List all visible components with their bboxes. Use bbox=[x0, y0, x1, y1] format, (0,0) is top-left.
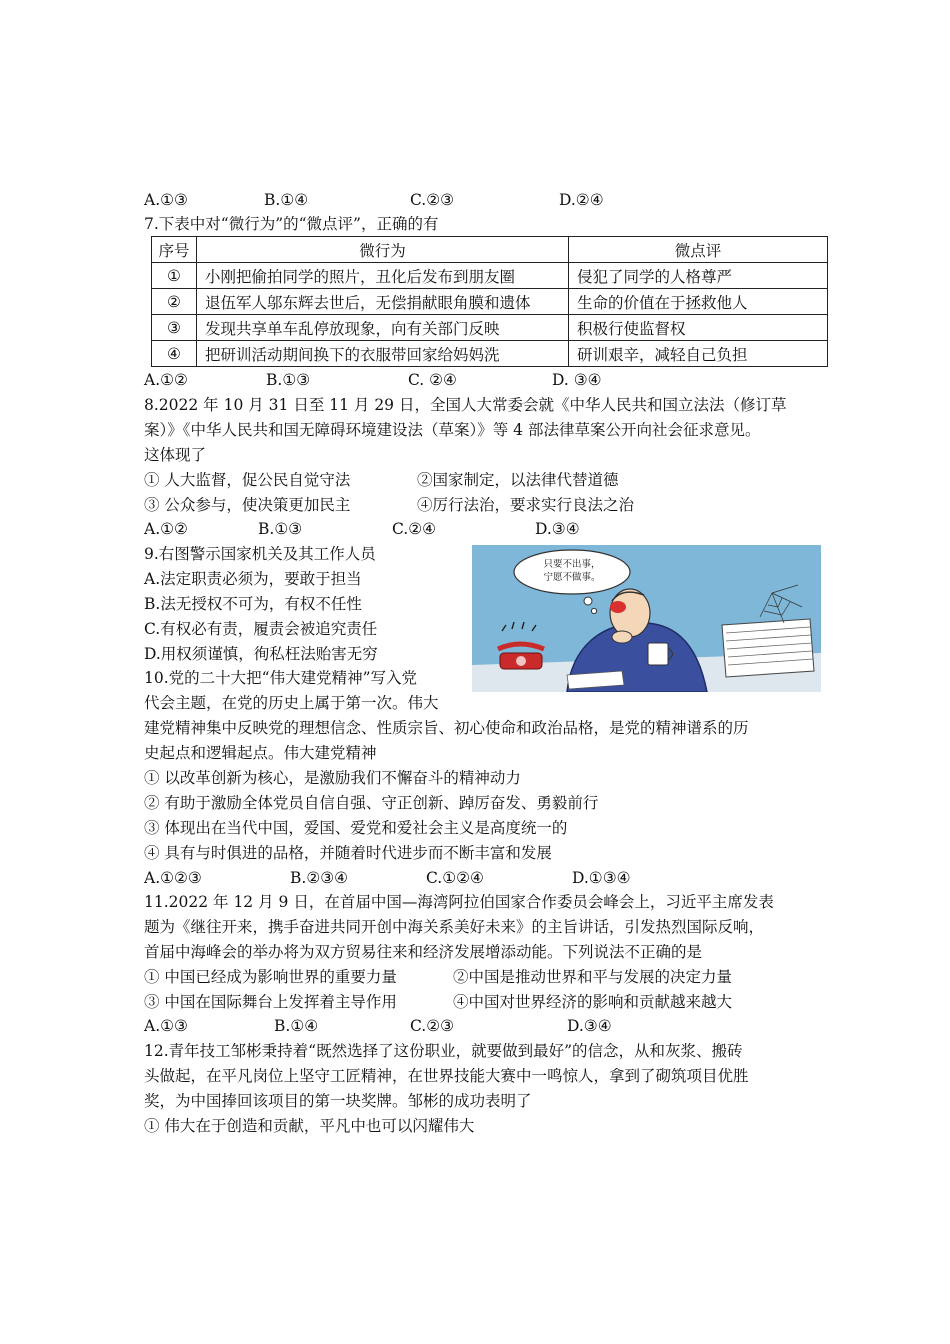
q11-option-c: C.②③ bbox=[410, 1017, 455, 1035]
q9-choice-d: D.用权须谨慎，徇私枉法贻害无穷 bbox=[144, 645, 378, 663]
q11-option-b: B.①④ bbox=[274, 1017, 319, 1035]
q10-stem-line: 10.党的二十大把“伟大建党精神”写入党 bbox=[144, 669, 417, 687]
q7-table bbox=[151, 236, 828, 367]
q8-stem-line: 这体现了 bbox=[144, 446, 207, 464]
q8-stem-line: 案）》《中华人民共和国无障碍环境建设法（草案）》等 4 部法律草案公开向社会征求意见。 bbox=[144, 421, 761, 439]
q11-stem-line: 11.2022 年 12 月 9 日，在首届中国—海湾阿拉伯国家合作委员会峰会上，习近平主席发表 bbox=[144, 893, 774, 911]
q6-option-b: B.①④ bbox=[264, 191, 309, 209]
row-behavior: 把研训活动期间换下的衣服带回家给妈妈洗 bbox=[197, 341, 569, 367]
q9-choice-c: C.有权必有责，履责会被追究责任 bbox=[144, 620, 378, 638]
q8-statement-1: ① 人大监督，促公民自觉守法 bbox=[144, 471, 351, 489]
q8-statement-2: ②国家制定，以法律代替道德 bbox=[417, 471, 619, 489]
row-comment: 侵犯了同学的人格尊严 bbox=[569, 263, 828, 289]
q11-statement-1: ① 中国已经成为影响世界的重要力量 bbox=[144, 968, 397, 986]
q6-option-c: C.②③ bbox=[410, 191, 455, 209]
q10-statement-3: ③ 体现出在当代中国，爱国、爱党和爱社会主义是高度统一的 bbox=[144, 819, 568, 837]
q12-stem-line: 头做起，在平凡岗位上坚守工匠精神，在世界技能大赛中一鸣惊人，拿到了砌筑项目优胜 bbox=[144, 1067, 749, 1085]
q10-statement-2: ② 有助于激励全体党员自信自强、守正创新、踔厉奋发、勇毅前行 bbox=[144, 794, 599, 812]
q11-statement-4: ④中国对世界经济的影响和贡献越来越大 bbox=[453, 993, 733, 1011]
row-behavior: 小刚把偷拍同学的照片，丑化后发布到朋友圈 bbox=[197, 263, 569, 289]
header-comment: 微点评 bbox=[569, 237, 828, 263]
q10-statement-4: ④ 具有与时俱进的品格，并随着时代进步而不断丰富和发展 bbox=[144, 844, 552, 862]
q8-option-d: D.③④ bbox=[535, 520, 580, 538]
header-number: 序号 bbox=[152, 237, 197, 263]
q7-option-c: C. ②④ bbox=[408, 371, 457, 389]
q7-option-b: B.①③ bbox=[266, 371, 311, 389]
q12-stem-line: 12.青年技工邹彬秉持着“既然选择了这份职业，就要做到最好”的信念，从和灰浆、搬砖 bbox=[144, 1042, 743, 1060]
q7-option-a: A.①② bbox=[144, 371, 188, 389]
q10-option-b: B.②③④ bbox=[290, 869, 349, 887]
header-behavior: 微行为 bbox=[197, 237, 569, 263]
q10-stem-line: 代会主题，在党的历史上属于第一次。伟大 bbox=[144, 694, 439, 712]
q9-choice-a: A.法定职责必须为，要敢于担当 bbox=[144, 570, 362, 588]
q10-statement-1: ① 以改革创新为核心，是激励我们不懈奋斗的精神动力 bbox=[144, 769, 521, 787]
row-number: ③ bbox=[152, 315, 197, 341]
q11-option-a: A.①③ bbox=[144, 1017, 188, 1035]
q10-option-c: C.①②④ bbox=[426, 869, 484, 887]
q8-option-c: C.②④ bbox=[392, 520, 437, 538]
q6-option-d: D.②④ bbox=[559, 191, 604, 209]
q10-option-d: D.①③④ bbox=[572, 869, 631, 887]
row-number: ④ bbox=[152, 341, 197, 367]
row-comment: 积极行使监督权 bbox=[569, 315, 828, 341]
q11-stem-line: 首届中海峰会的举办将为双方贸易往来和经济发展增添动能。下列说法不正确的是 bbox=[144, 943, 703, 961]
q8-option-b: B.①③ bbox=[258, 520, 303, 538]
q10-stem-line: 建党精神集中反映党的理想信念、性质宗旨、初心使命和政治品格，是党的精神谱系的历 bbox=[144, 719, 749, 737]
cartoon-illustration bbox=[472, 545, 821, 692]
table-row bbox=[152, 263, 828, 289]
q6-option-a: A.①③ bbox=[144, 191, 188, 209]
q8-stem-line: 8.2022 年 10 月 31 日至 11 月 29 日，全国人大常委会就《中华人民共和国立法法（修订草 bbox=[144, 396, 787, 414]
q11-option-d: D.③④ bbox=[567, 1017, 612, 1035]
row-comment: 生命的价值在于拯救他人 bbox=[569, 289, 828, 315]
q8-option-a: A.①② bbox=[144, 520, 188, 538]
q11-statement-3: ③ 中国在国际舞台上发挥着主导作用 bbox=[144, 993, 397, 1011]
q7-option-d: D. ③④ bbox=[552, 371, 602, 389]
table-header-row bbox=[152, 237, 828, 263]
q10-stem-line: 史起点和逻辑起点。伟大建党精神 bbox=[144, 744, 377, 762]
bubble-text-line2: 宁愿不做事。 bbox=[543, 572, 601, 583]
q11-stem-line: 题为《继往开来，携手奋进共同开创中海关系美好未来》的主旨讲话，引发热烈国际反响， bbox=[144, 918, 765, 936]
q10-option-a: A.①②③ bbox=[144, 869, 202, 887]
q8-statement-4: ④厉行法治，要求实行良法之治 bbox=[417, 496, 635, 514]
row-behavior: 退伍军人邬东辉去世后，无偿捐献眼角膜和遗体 bbox=[197, 289, 569, 315]
q9-choice-b: B.法无授权不可为，有权不任性 bbox=[144, 595, 362, 613]
q8-statement-3: ③ 公众参与，使决策更加民主 bbox=[144, 496, 351, 514]
row-behavior: 发现共享单车乱停放现象，向有关部门反映 bbox=[197, 315, 569, 341]
table-row bbox=[152, 341, 828, 367]
bubble-text-line1: 只要不出事， bbox=[543, 559, 601, 570]
q12-statement-1: ① 伟大在于创造和贡献，平凡中也可以闪耀伟大 bbox=[144, 1117, 475, 1135]
q9-stem: 9.右图警示国家机关及其工作人员 bbox=[144, 545, 376, 563]
q12-stem-line: 奖，为中国捧回该项目的第一块奖牌。邹彬的成功表明了 bbox=[144, 1092, 532, 1110]
table-row bbox=[152, 315, 828, 341]
q7-stem: 7.下表中对“微行为”的“微点评”，正确的有 bbox=[144, 215, 439, 233]
table-row bbox=[152, 289, 828, 315]
row-number: ② bbox=[152, 289, 197, 315]
row-number: ① bbox=[152, 263, 197, 289]
row-comment: 研训艰辛，减轻自己负担 bbox=[569, 341, 828, 367]
q11-statement-2: ②中国是推动世界和平与发展的决定力量 bbox=[453, 968, 733, 986]
